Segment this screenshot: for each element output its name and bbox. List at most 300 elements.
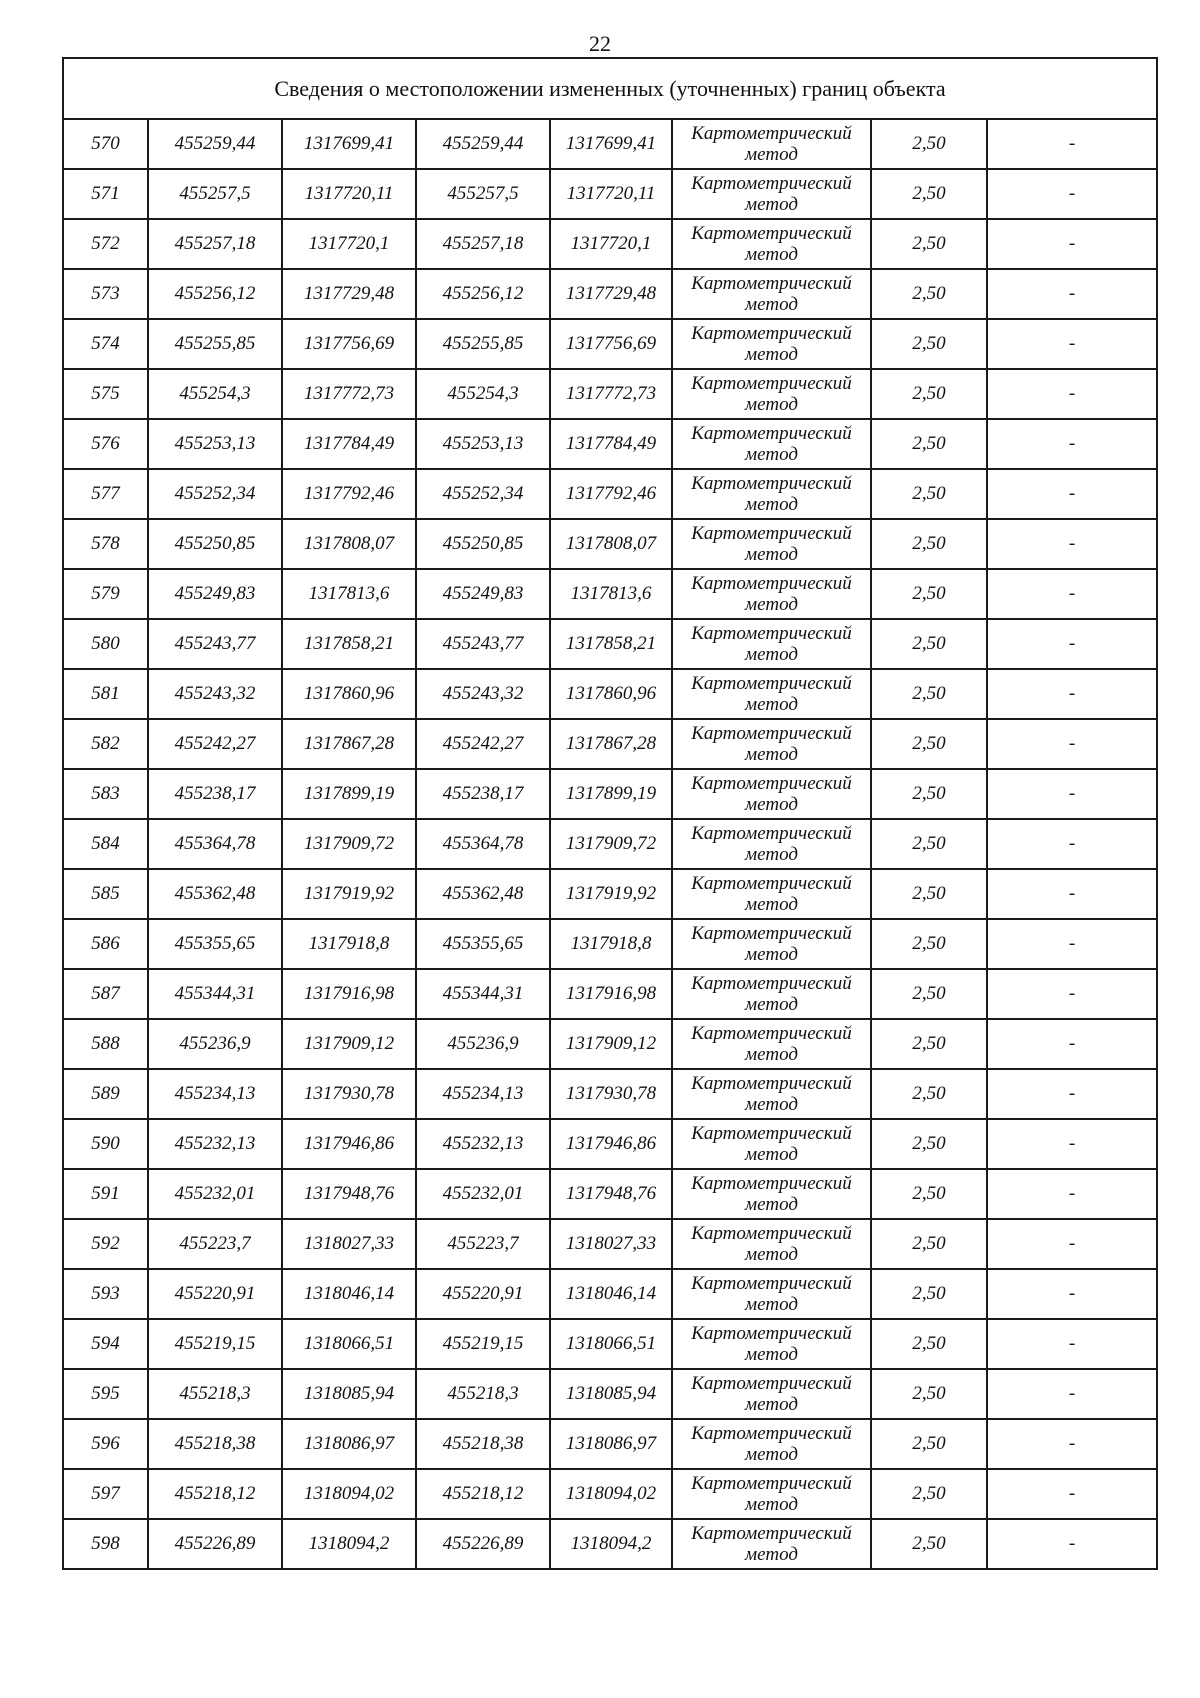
new-y-cell: 1317772,73 — [550, 369, 672, 419]
method-line-1: Картометрический — [691, 1473, 852, 1494]
method-line-2: метод — [745, 1094, 798, 1115]
method-cell — [672, 1469, 871, 1519]
accuracy-cell: 2,50 — [871, 519, 987, 569]
existing-x-cell: 455254,3 — [148, 369, 282, 419]
method-line-2: метод — [745, 1144, 798, 1165]
method-line-1: Картометрический — [691, 923, 852, 944]
method-line-1: Картометрический — [691, 1223, 852, 1244]
point-number-cell: 580 — [63, 619, 148, 669]
accuracy-cell: 2,50 — [871, 719, 987, 769]
existing-y-cell: 1317784,49 — [282, 419, 416, 469]
method-cell — [672, 1319, 871, 1369]
existing-y-cell: 1318094,2 — [282, 1519, 416, 1569]
new-y-cell: 1318066,51 — [550, 1319, 672, 1369]
new-x-cell: 455362,48 — [416, 869, 550, 919]
method-cell — [672, 819, 871, 869]
table-row — [63, 1519, 1157, 1569]
method-cell — [672, 919, 871, 969]
new-x-cell: 455249,83 — [416, 569, 550, 619]
point-number-cell: 592 — [63, 1219, 148, 1269]
table-row — [63, 869, 1157, 919]
new-y-cell: 1317909,12 — [550, 1019, 672, 1069]
accuracy-cell: 2,50 — [871, 1069, 987, 1119]
method-line-2: метод — [745, 544, 798, 565]
accuracy-cell: 2,50 — [871, 419, 987, 469]
new-x-cell: 455223,7 — [416, 1219, 550, 1269]
existing-x-cell: 455218,12 — [148, 1469, 282, 1519]
new-y-cell: 1317808,07 — [550, 519, 672, 569]
accuracy-cell: 2,50 — [871, 219, 987, 269]
method-line-1: Картометрический — [691, 173, 852, 194]
existing-y-cell: 1317813,6 — [282, 569, 416, 619]
accuracy-cell: 2,50 — [871, 1319, 987, 1369]
new-y-cell: 1317919,92 — [550, 869, 672, 919]
description-cell: - — [987, 719, 1157, 769]
new-y-cell: 1318027,33 — [550, 1219, 672, 1269]
table-row — [63, 419, 1157, 469]
page-number: 22 — [589, 31, 611, 56]
table-row — [63, 1119, 1157, 1169]
table-row — [63, 369, 1157, 419]
new-x-cell: 455242,27 — [416, 719, 550, 769]
new-x-cell: 455243,77 — [416, 619, 550, 669]
accuracy-cell: 2,50 — [871, 1169, 987, 1219]
table-row — [63, 1369, 1157, 1419]
new-y-cell: 1317858,21 — [550, 619, 672, 669]
existing-y-cell: 1318086,97 — [282, 1419, 416, 1469]
method-line-2: метод — [745, 1544, 798, 1565]
table-row — [63, 1269, 1157, 1319]
description-cell: - — [987, 1219, 1157, 1269]
new-y-cell: 1317699,41 — [550, 119, 672, 169]
description-cell: - — [987, 1169, 1157, 1219]
existing-y-cell: 1317699,41 — [282, 119, 416, 169]
new-y-cell: 1317729,48 — [550, 269, 672, 319]
existing-x-cell: 455257,5 — [148, 169, 282, 219]
existing-x-cell: 455243,77 — [148, 619, 282, 669]
new-y-cell: 1317813,6 — [550, 569, 672, 619]
method-line-1: Картометрический — [691, 1123, 852, 1144]
accuracy-cell: 2,50 — [871, 319, 987, 369]
existing-y-cell: 1318066,51 — [282, 1319, 416, 1369]
point-number-cell: 586 — [63, 919, 148, 969]
accuracy-cell: 2,50 — [871, 769, 987, 819]
method-line-2: метод — [745, 344, 798, 365]
new-y-cell: 1317946,86 — [550, 1119, 672, 1169]
method-cell — [672, 419, 871, 469]
method-line-2: метод — [745, 394, 798, 415]
new-y-cell: 1318094,2 — [550, 1519, 672, 1569]
table-row — [63, 219, 1157, 269]
method-line-1: Картометрический — [691, 573, 852, 594]
method-cell — [672, 1369, 871, 1419]
description-cell: - — [987, 469, 1157, 519]
existing-x-cell: 455344,31 — [148, 969, 282, 1019]
table-row — [63, 1469, 1157, 1519]
new-y-cell: 1317720,1 — [550, 219, 672, 269]
existing-y-cell: 1317867,28 — [282, 719, 416, 769]
existing-x-cell: 455243,32 — [148, 669, 282, 719]
point-number-cell: 588 — [63, 1019, 148, 1069]
accuracy-cell: 2,50 — [871, 969, 987, 1019]
description-cell: - — [987, 1369, 1157, 1419]
table-row — [63, 819, 1157, 869]
method-cell — [672, 1419, 871, 1469]
existing-y-cell: 1317860,96 — [282, 669, 416, 719]
point-number-cell: 598 — [63, 1519, 148, 1569]
new-x-cell: 455257,5 — [416, 169, 550, 219]
new-x-cell: 455257,18 — [416, 219, 550, 269]
method-line-2: метод — [745, 894, 798, 915]
point-number-cell: 596 — [63, 1419, 148, 1469]
point-number-cell: 595 — [63, 1369, 148, 1419]
existing-x-cell: 455218,38 — [148, 1419, 282, 1469]
existing-x-cell: 455259,44 — [148, 119, 282, 169]
description-cell: - — [987, 1069, 1157, 1119]
existing-y-cell: 1317948,76 — [282, 1169, 416, 1219]
new-x-cell: 455238,17 — [416, 769, 550, 819]
table-row — [63, 469, 1157, 519]
method-line-2: метод — [745, 294, 798, 315]
existing-x-cell: 455253,13 — [148, 419, 282, 469]
point-number-cell: 590 — [63, 1119, 148, 1169]
method-line-1: Картометрический — [691, 1423, 852, 1444]
point-number-cell: 578 — [63, 519, 148, 569]
description-cell: - — [987, 1519, 1157, 1569]
description-cell: - — [987, 419, 1157, 469]
existing-y-cell: 1317919,92 — [282, 869, 416, 919]
accuracy-cell: 2,50 — [871, 369, 987, 419]
new-x-cell: 455218,3 — [416, 1369, 550, 1419]
new-x-cell: 455220,91 — [416, 1269, 550, 1319]
existing-y-cell: 1318046,14 — [282, 1269, 416, 1319]
method-line-1: Картометрический — [691, 323, 852, 344]
method-cell — [672, 1119, 871, 1169]
point-number-cell: 591 — [63, 1169, 148, 1219]
method-line-1: Картометрический — [691, 223, 852, 244]
method-cell — [672, 1219, 871, 1269]
method-cell — [672, 569, 871, 619]
existing-x-cell: 455232,01 — [148, 1169, 282, 1219]
method-line-2: метод — [745, 144, 798, 165]
method-line-2: метод — [745, 1444, 798, 1465]
method-line-1: Картометрический — [691, 1373, 852, 1394]
method-line-1: Картометрический — [691, 1523, 852, 1544]
existing-y-cell: 1317729,48 — [282, 269, 416, 319]
table-row — [63, 619, 1157, 669]
description-cell: - — [987, 1319, 1157, 1369]
new-x-cell: 455256,12 — [416, 269, 550, 319]
new-x-cell: 455218,38 — [416, 1419, 550, 1469]
method-cell — [672, 319, 871, 369]
new-y-cell: 1317899,19 — [550, 769, 672, 819]
table-row — [63, 1019, 1157, 1069]
method-line-2: метод — [745, 1194, 798, 1215]
existing-y-cell: 1318085,94 — [282, 1369, 416, 1419]
table-row — [63, 719, 1157, 769]
table-row — [63, 519, 1157, 569]
accuracy-cell: 2,50 — [871, 819, 987, 869]
new-y-cell: 1317756,69 — [550, 319, 672, 369]
method-line-1: Картометрический — [691, 373, 852, 394]
table-row — [63, 569, 1157, 619]
accuracy-cell: 2,50 — [871, 169, 987, 219]
method-cell — [672, 269, 871, 319]
method-cell — [672, 719, 871, 769]
existing-y-cell: 1317909,72 — [282, 819, 416, 869]
new-y-cell: 1317792,46 — [550, 469, 672, 519]
description-cell: - — [987, 519, 1157, 569]
existing-x-cell: 455218,3 — [148, 1369, 282, 1419]
existing-x-cell: 455219,15 — [148, 1319, 282, 1369]
existing-y-cell: 1317858,21 — [282, 619, 416, 669]
existing-x-cell: 455249,83 — [148, 569, 282, 619]
existing-x-cell: 455255,85 — [148, 319, 282, 369]
new-x-cell: 455253,13 — [416, 419, 550, 469]
accuracy-cell: 2,50 — [871, 1219, 987, 1269]
existing-x-cell: 455234,13 — [148, 1069, 282, 1119]
point-number-cell: 574 — [63, 319, 148, 369]
new-x-cell: 455232,13 — [416, 1119, 550, 1169]
existing-y-cell: 1318027,33 — [282, 1219, 416, 1269]
new-x-cell: 455355,65 — [416, 919, 550, 969]
method-line-1: Картометрический — [691, 1023, 852, 1044]
method-cell — [672, 1269, 871, 1319]
point-number-cell: 597 — [63, 1469, 148, 1519]
method-line-2: метод — [745, 744, 798, 765]
point-number-cell: 571 — [63, 169, 148, 219]
new-x-cell: 455226,89 — [416, 1519, 550, 1569]
new-y-cell: 1317860,96 — [550, 669, 672, 719]
description-cell: - — [987, 1269, 1157, 1319]
existing-y-cell: 1317909,12 — [282, 1019, 416, 1069]
new-x-cell: 455255,85 — [416, 319, 550, 369]
method-line-1: Картометрический — [691, 623, 852, 644]
description-cell: - — [987, 1469, 1157, 1519]
method-cell — [672, 469, 871, 519]
method-line-2: метод — [745, 844, 798, 865]
new-y-cell: 1318085,94 — [550, 1369, 672, 1419]
new-x-cell: 455218,12 — [416, 1469, 550, 1519]
method-line-1: Картометрический — [691, 523, 852, 544]
method-line-2: метод — [745, 1344, 798, 1365]
new-x-cell: 455259,44 — [416, 119, 550, 169]
method-line-1: Картометрический — [691, 1323, 852, 1344]
accuracy-cell: 2,50 — [871, 1469, 987, 1519]
table-row — [63, 669, 1157, 719]
accuracy-cell: 2,50 — [871, 1269, 987, 1319]
existing-x-cell: 455364,78 — [148, 819, 282, 869]
table-row — [63, 1319, 1157, 1369]
table-row — [63, 1219, 1157, 1269]
accuracy-cell: 2,50 — [871, 1119, 987, 1169]
point-number-cell: 575 — [63, 369, 148, 419]
method-line-2: метод — [745, 494, 798, 515]
point-number-cell: 583 — [63, 769, 148, 819]
existing-y-cell: 1317772,73 — [282, 369, 416, 419]
description-cell: - — [987, 969, 1157, 1019]
description-cell: - — [987, 819, 1157, 869]
method-line-2: метод — [745, 794, 798, 815]
new-y-cell: 1317867,28 — [550, 719, 672, 769]
description-cell: - — [987, 1019, 1157, 1069]
existing-x-cell: 455242,27 — [148, 719, 282, 769]
new-x-cell: 455219,15 — [416, 1319, 550, 1369]
description-cell: - — [987, 269, 1157, 319]
point-number-cell: 576 — [63, 419, 148, 469]
method-line-2: метод — [745, 944, 798, 965]
method-cell — [672, 1019, 871, 1069]
accuracy-cell: 2,50 — [871, 869, 987, 919]
point-number-cell: 589 — [63, 1069, 148, 1119]
coordinates-table — [62, 57, 1158, 1570]
table-row — [63, 919, 1157, 969]
new-y-cell: 1317909,72 — [550, 819, 672, 869]
new-x-cell: 455234,13 — [416, 1069, 550, 1119]
existing-y-cell: 1317720,1 — [282, 219, 416, 269]
existing-x-cell: 455250,85 — [148, 519, 282, 569]
description-cell: - — [987, 869, 1157, 919]
existing-x-cell: 455220,91 — [148, 1269, 282, 1319]
existing-x-cell: 455362,48 — [148, 869, 282, 919]
method-line-2: метод — [745, 594, 798, 615]
accuracy-cell: 2,50 — [871, 119, 987, 169]
method-line-1: Картометрический — [691, 473, 852, 494]
method-line-2: метод — [745, 1494, 798, 1515]
new-x-cell: 455232,01 — [416, 1169, 550, 1219]
method-cell — [672, 669, 871, 719]
accuracy-cell: 2,50 — [871, 1019, 987, 1069]
table-row — [63, 169, 1157, 219]
method-cell — [672, 369, 871, 419]
table-row — [63, 969, 1157, 1019]
accuracy-cell: 2,50 — [871, 919, 987, 969]
existing-y-cell: 1317930,78 — [282, 1069, 416, 1119]
point-number-cell: 594 — [63, 1319, 148, 1369]
method-cell — [672, 519, 871, 569]
method-line-1: Картометрический — [691, 823, 852, 844]
existing-x-cell: 455252,34 — [148, 469, 282, 519]
description-cell: - — [987, 1119, 1157, 1169]
method-line-2: метод — [745, 1244, 798, 1265]
existing-y-cell: 1317808,07 — [282, 519, 416, 569]
point-number-cell: 572 — [63, 219, 148, 269]
table-row — [63, 1069, 1157, 1119]
table-row — [63, 319, 1157, 369]
description-cell: - — [987, 619, 1157, 669]
new-x-cell: 455243,32 — [416, 669, 550, 719]
method-line-1: Картометрический — [691, 773, 852, 794]
method-line-2: метод — [745, 1294, 798, 1315]
method-line-1: Картометрический — [691, 973, 852, 994]
point-number-cell: 570 — [63, 119, 148, 169]
method-line-1: Картометрический — [691, 1173, 852, 1194]
method-cell — [672, 219, 871, 269]
point-number-cell: 582 — [63, 719, 148, 769]
new-y-cell: 1318086,97 — [550, 1419, 672, 1469]
accuracy-cell: 2,50 — [871, 1369, 987, 1419]
description-cell: - — [987, 919, 1157, 969]
accuracy-cell: 2,50 — [871, 469, 987, 519]
existing-y-cell: 1317899,19 — [282, 769, 416, 819]
new-y-cell: 1317720,11 — [550, 169, 672, 219]
point-number-cell: 585 — [63, 869, 148, 919]
point-number-cell: 593 — [63, 1269, 148, 1319]
new-y-cell: 1317918,8 — [550, 919, 672, 969]
point-number-cell: 581 — [63, 669, 148, 719]
method-line-1: Картометрический — [691, 673, 852, 694]
new-y-cell: 1317916,98 — [550, 969, 672, 1019]
point-number-cell: 587 — [63, 969, 148, 1019]
existing-y-cell: 1317918,8 — [282, 919, 416, 969]
method-line-2: метод — [745, 194, 798, 215]
existing-y-cell: 1317720,11 — [282, 169, 416, 219]
method-line-2: метод — [745, 444, 798, 465]
existing-y-cell: 1317756,69 — [282, 319, 416, 369]
method-line-2: метод — [745, 1394, 798, 1415]
existing-y-cell: 1317792,46 — [282, 469, 416, 519]
existing-x-cell: 455256,12 — [148, 269, 282, 319]
table-row — [63, 269, 1157, 319]
new-y-cell: 1317930,78 — [550, 1069, 672, 1119]
method-cell — [672, 1069, 871, 1119]
method-cell — [672, 1519, 871, 1569]
new-y-cell: 1317784,49 — [550, 419, 672, 469]
new-x-cell: 455344,31 — [416, 969, 550, 1019]
existing-x-cell: 455232,13 — [148, 1119, 282, 1169]
new-y-cell: 1318046,14 — [550, 1269, 672, 1319]
accuracy-cell: 2,50 — [871, 1519, 987, 1569]
method-line-2: метод — [745, 694, 798, 715]
accuracy-cell: 2,50 — [871, 619, 987, 669]
method-cell — [672, 169, 871, 219]
method-line-1: Картометрический — [691, 423, 852, 444]
description-cell: - — [987, 219, 1157, 269]
method-line-1: Картометрический — [691, 123, 852, 144]
description-cell: - — [987, 569, 1157, 619]
method-line-2: метод — [745, 994, 798, 1015]
method-cell — [672, 769, 871, 819]
description-cell: - — [987, 319, 1157, 369]
table-caption-row — [63, 58, 1157, 119]
existing-x-cell: 455236,9 — [148, 1019, 282, 1069]
description-cell: - — [987, 169, 1157, 219]
existing-y-cell: 1318094,02 — [282, 1469, 416, 1519]
method-line-2: метод — [745, 244, 798, 265]
new-y-cell: 1318094,02 — [550, 1469, 672, 1519]
description-cell: - — [987, 669, 1157, 719]
method-cell — [672, 869, 871, 919]
method-cell — [672, 119, 871, 169]
existing-x-cell: 455223,7 — [148, 1219, 282, 1269]
new-x-cell: 455252,34 — [416, 469, 550, 519]
new-x-cell: 455364,78 — [416, 819, 550, 869]
method-line-2: метод — [745, 1044, 798, 1065]
accuracy-cell: 2,50 — [871, 1419, 987, 1469]
method-cell — [672, 1169, 871, 1219]
new-x-cell: 455250,85 — [416, 519, 550, 569]
table-row — [63, 119, 1157, 169]
existing-x-cell: 455355,65 — [148, 919, 282, 969]
new-x-cell: 455254,3 — [416, 369, 550, 419]
point-number-cell: 573 — [63, 269, 148, 319]
accuracy-cell: 2,50 — [871, 669, 987, 719]
existing-y-cell: 1317916,98 — [282, 969, 416, 1019]
method-line-1: Картометрический — [691, 273, 852, 294]
table-body — [63, 119, 1157, 1569]
description-cell: - — [987, 1419, 1157, 1469]
accuracy-cell: 2,50 — [871, 269, 987, 319]
